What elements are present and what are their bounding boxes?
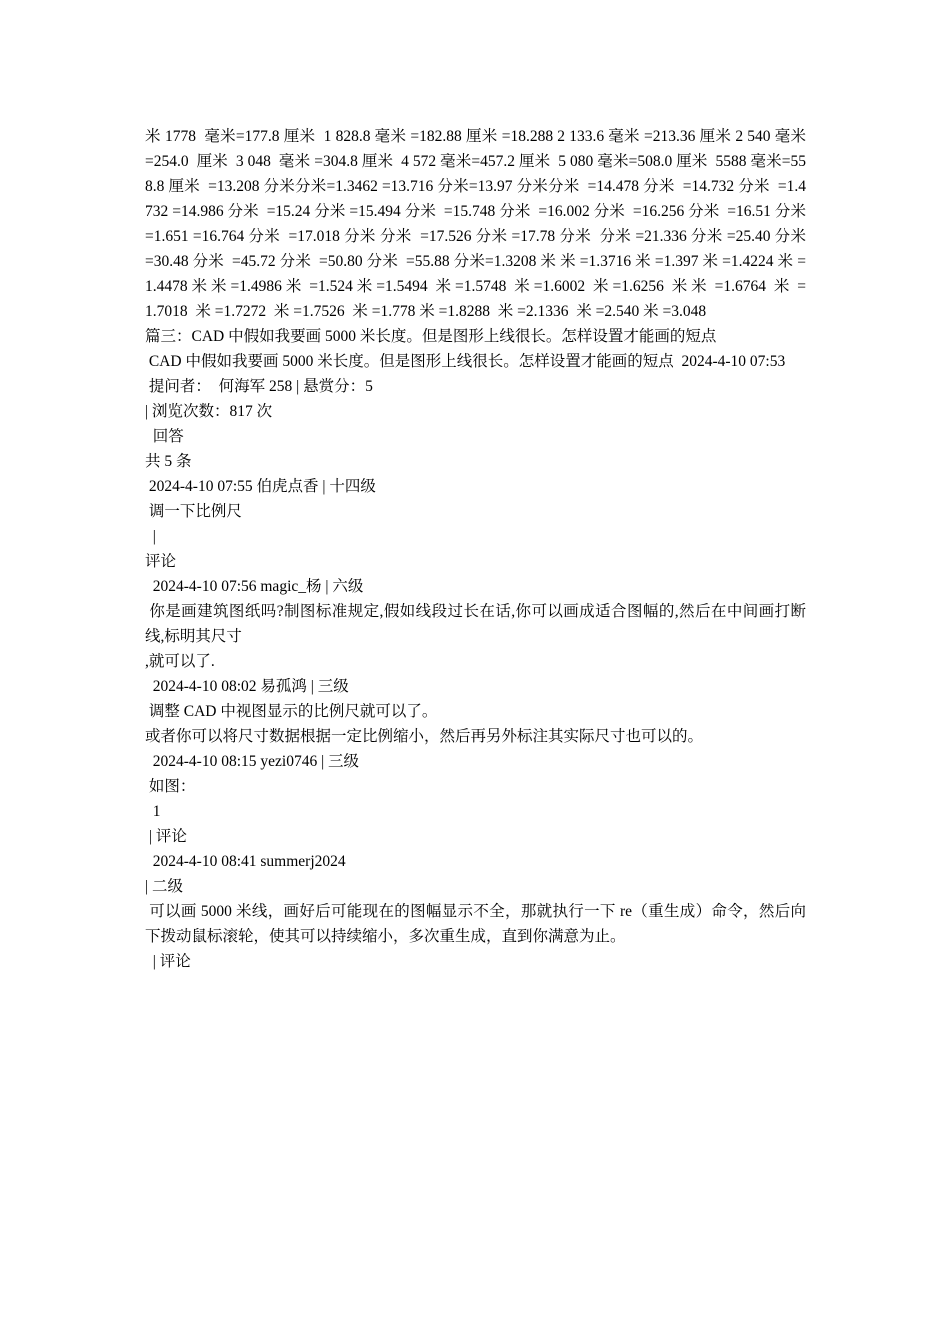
- answer-2-meta: 2024-4-10 07:56 magic_杨 | 六级: [145, 578, 364, 595]
- answer-1-body: 调一下比例尺: [145, 503, 242, 520]
- answer-5-meta: 2024-4-10 08:41 summerj2024: [145, 853, 346, 870]
- answer-3-meta: 2024-4-10 08:02 易孤鸿 | 三级: [145, 678, 349, 695]
- answer-1-separator: |: [145, 528, 156, 545]
- answer-4-meta: 2024-4-10 08:15 yezi0746 | 三级: [145, 753, 360, 770]
- answer-5-comment-link[interactable]: | 评论: [145, 953, 191, 970]
- answer-3-body-line-1: 调整 CAD 中视图显示的比例尺就可以了。: [145, 703, 438, 720]
- answer-1-comment-link[interactable]: 评论: [145, 553, 177, 570]
- answer-2-body: 你是画建筑图纸吗?制图标准规定,假如线段过长在话,你可以画成适合图幅的,然后在中间画打断线,标明其尺寸: [145, 603, 807, 645]
- answer-5-body: 可以画 5000 米线，画好后可能现在的图幅显示不全，那就执行一下 re（重生成）命令，然后向下拨动鼠标滚轮，使其可以持续缩小，多次重生成，直到你满意为止。: [145, 903, 807, 945]
- answer-5-level: | 二级: [145, 878, 183, 895]
- views-line: | 浏览次数：817 次: [145, 403, 273, 420]
- answer-1-meta: 2024-4-10 07:55 伯虎点香 | 十四级: [145, 478, 376, 495]
- document-page: [145, 124, 814, 974]
- answer-2-body-end: ,就可以了.: [145, 653, 215, 670]
- section-title: 篇三：CAD 中假如我要画 5000 米长度。但是图形上线很长。怎样设置才能画的短点: [145, 328, 717, 345]
- answer-count: 共 5 条: [145, 453, 192, 470]
- question-text: CAD 中假如我要画 5000 米长度。但是图形上线很长。怎样设置才能画的短点 2024-4-10 07:53: [145, 353, 786, 370]
- answer-header: 回答: [145, 428, 184, 445]
- asker-line: 提问者： 何海军 258 | 悬赏分：5: [145, 378, 373, 395]
- conversion-paragraph: 米 1778 毫米=177.8 厘米 1 828.8 毫米 =182.88 厘米 =18.288 2 133.6 毫米 =213.36 厘米 2 540 毫米 =254.0 厘米 3 048 毫米 =304.8 厘米 4 572 毫米=457.2 厘米 5 080 毫米=508.0 厘米 5588 毫米=558.8 厘米 =13.208 分米分米=1.3462 =13.716 分米=13.97 分米分米 =14.478 分米 =14.732 分米 =1.4732 =14.986 分米 =15.24 分米 =15.494 分米 =15.748 分米 =16.002 分米 =16.256 分米 =16.51 分米 =1.651 =16.764 分米 =17.018 分米 分米 =17.526 分米 =17.78 分米 分米 =21.336 分米 =25.40 分米 =30.48 分米 =45.72 分米 =50.80 分米 =55.88 分米=1.3208 米 米 =1.3716 米 =1.397 米 =1.4224 米 =1.4478 米 米 =1.4986 米 =1.524 米 =1.5494 米 =1.5748 米 =1.6002 米 =1.6256 米 米 =1.6764 米 =1.7018 米 =1.7272 米 =1.7526 米 =1.778 米 =1.8288 米 =2.1336 米 =2.540 米 =3.048: [145, 128, 814, 320]
- answer-4-figure-ref: 1: [145, 803, 161, 820]
- answer-4-body-line-1: 如图：: [145, 778, 196, 795]
- answer-4-comment-link[interactable]: | 评论: [145, 828, 187, 845]
- answer-3-body-line-2: 或者你可以将尺寸数据根据一定比例缩小，然后再另外标注其实际尺寸也可以的。: [145, 728, 704, 745]
